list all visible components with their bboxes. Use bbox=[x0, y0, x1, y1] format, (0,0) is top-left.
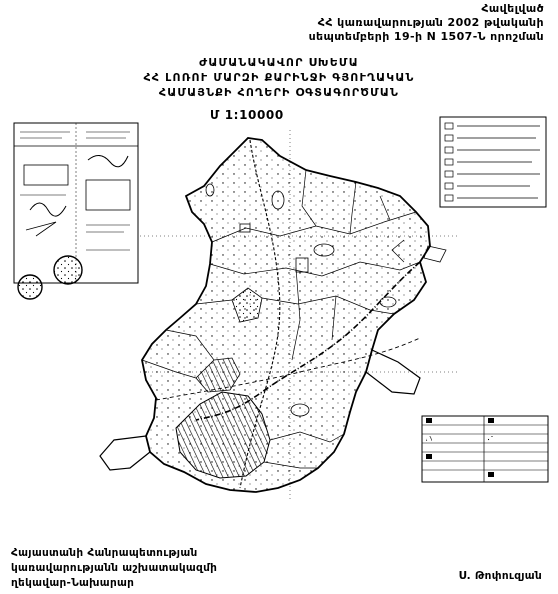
approval-line-1: Հավելված bbox=[481, 2, 544, 15]
west-lobe bbox=[100, 436, 150, 470]
signature-name: Ս. Թոփուզյան bbox=[458, 570, 542, 582]
footer-line-1: Հայաստանի Հանրապետության bbox=[11, 547, 198, 559]
legend-bottom-right bbox=[422, 416, 548, 482]
approval-line-2: ՀՀ կառավարության 2002 թվականի bbox=[317, 16, 544, 29]
title-line-1: ԺԱՄԱՆԱԿԱՎՈՐ ՍԽԵՄԱ bbox=[199, 56, 359, 69]
title-line-3: ՀԱՄԱՅՆՔԻ ՀՈՂԵՐԻ ՕԳՏԱԳՈՐԾՄԱՆ bbox=[158, 86, 400, 99]
footer-line-2: կառավարությանն աշխատակազմի bbox=[11, 562, 218, 574]
legend-top-right bbox=[440, 117, 546, 207]
seal-stamp-1 bbox=[54, 256, 82, 284]
community-territory bbox=[100, 138, 446, 492]
title-line-2: ՀՀ ԼՈՌՈՒ ՄԱՐԶԻ ՔԱՐԻՆՋԻ ԳՅՈՒՂԱԿԱՆ bbox=[143, 71, 415, 84]
footer-line-3: ղեկավար-Նախարար bbox=[11, 577, 135, 589]
seal-stamp-2 bbox=[18, 275, 42, 299]
map-scale: Մ 1:10000 bbox=[210, 108, 284, 122]
approval-line-3: սեպտեմբերի 19-ի N 1507-Ն որոշման bbox=[308, 30, 544, 43]
stamp-panel bbox=[14, 123, 138, 299]
